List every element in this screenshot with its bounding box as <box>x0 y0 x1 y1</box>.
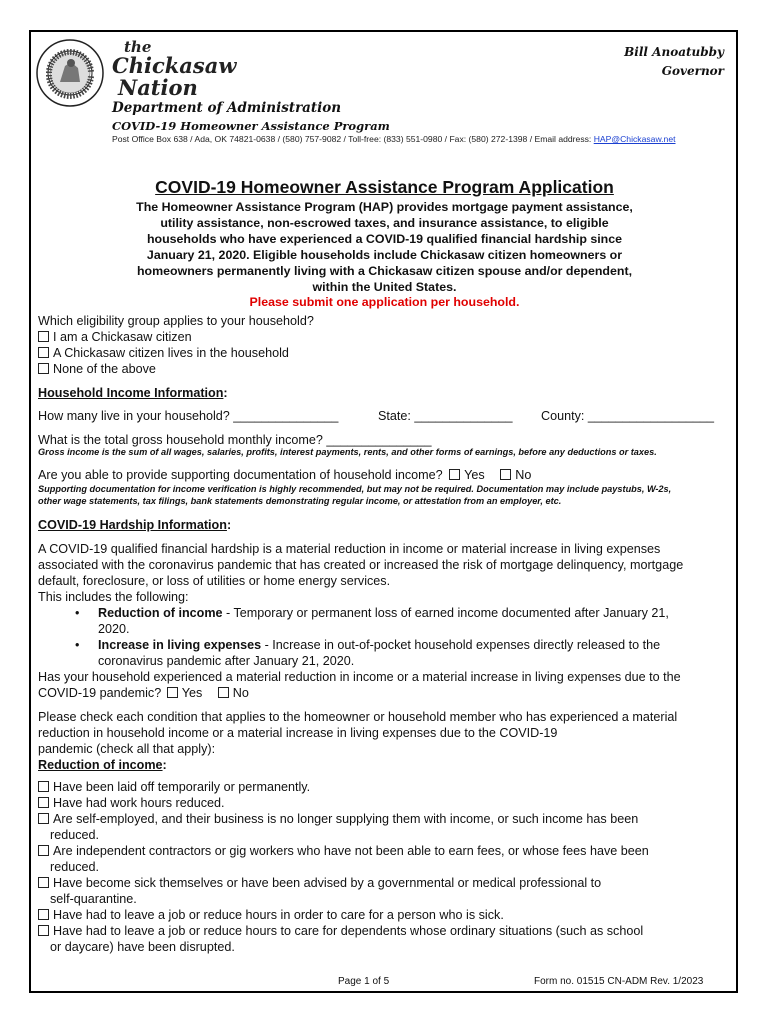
logo-text-nation: Nation <box>118 75 198 100</box>
contact-line <box>112 134 676 144</box>
intro-paragraph <box>100 200 669 311</box>
chickasaw-seal-icon <box>35 38 105 108</box>
governor-name: Bill Anoatubby <box>624 45 724 59</box>
checkbox[interactable] <box>38 925 49 936</box>
checklist-item[interactable]: Have had to leave a job or reduce hours to care for dependents whose ordinary situations (such as school <box>38 923 728 939</box>
household-size-field[interactable]: How many live in your household? _______________ <box>38 409 339 423</box>
intro-line: utility assistance, non-escrowed taxes, and insurance assistance, to eligible <box>160 215 609 230</box>
chickasaw-nation-logo <box>110 38 237 100</box>
checkbox[interactable] <box>38 797 49 808</box>
gross-income-field[interactable]: What is the total gross household monthly income? _______________ <box>38 433 432 447</box>
bullet-increase-expenses: • Increase in living expenses - Increase in out-of-pocket household expenses directly released to the <box>38 637 728 653</box>
contact-text: Post Office Box 638 / Ada, OK 74821-0638 / (580) 757-9082 / Toll-free: (833) 551-0980 / Fax: (580) 272-1398 / Email address: <box>112 134 592 144</box>
hardship-question-answer: COVID-19 pandemic? Yes No <box>38 686 249 700</box>
intro-line: within the United States. <box>312 279 457 294</box>
check-instructions: Please check each condition that applies to the homeowner or household member who has experienced a material reduction in household income or a material increase in living expenses due to the COVID-19 pandemic (check all that apply): Reduction of income: <box>38 709 728 773</box>
page-title: COVID-19 Homeowner Assistance Program Application <box>155 177 614 197</box>
gross-income-note: Gross income is the sum of all wages, salaries, profits, interest payments, rents, and other forms of earnings, before any deductions or taxes. <box>38 447 657 457</box>
doc-yes-label: Yes <box>464 468 485 482</box>
checklist-item[interactable]: Have been laid off temporarily or permanently. <box>38 779 728 795</box>
checkbox[interactable] <box>38 363 49 374</box>
intro-line: homeowners permanently living with a Chickasaw citizen spouse and/or dependent, <box>136 263 633 278</box>
doc-no-checkbox[interactable] <box>500 469 511 480</box>
documentation-question-text: Are you able to provide supporting documentation of household income? <box>38 468 443 482</box>
eligibility-question: Which eligibility group applies to your household? <box>38 314 314 328</box>
checkbox[interactable] <box>38 781 49 792</box>
state-field[interactable]: State: ______________ <box>378 409 513 423</box>
checkbox[interactable] <box>38 347 49 358</box>
page-number: Page 1 of 5 <box>338 976 390 987</box>
department-name: Department of Administration <box>112 100 342 116</box>
bullet-reduction-income: • Reduction of income - Temporary or permanent loss of earned income documented after January 21, <box>38 605 728 621</box>
intro-line: The Homeowner Assistance Program (HAP) provides mortgage payment assistance, <box>136 200 633 214</box>
governor-block <box>624 43 724 81</box>
checkbox[interactable] <box>38 877 49 888</box>
submission-notice: Please submit one application per household. <box>249 295 520 310</box>
hardship-definition: A COVID-19 qualified financial hardship is a material reduction in income or material increase in living expenses associated with the coronavirus pandemic that has created or increased the risk of mortgage delinquency, mortgage default, foreclosure, or loss of utilities or home energy services. This includes the following: • Reduction of income - Temporary or permanent loss of earned income documented after January 21, 2020. • Increase in living expenses - Increase in out-of-pocket household expenses directly released to the coronavirus pandemic after January 21, 2020. Has your household experienced a material reduction in income or a material increase in living expenses due to the COVID-19 pandemic? Yes No <box>38 541 728 701</box>
checkbox[interactable] <box>38 845 49 856</box>
checklist-item[interactable]: Are self-employed, and their business is no longer supplying them with income, or such income has been <box>38 811 728 827</box>
checklist-item[interactable]: Are independent contractors or gig workers who have not been able to earn fees, or whose fees have been <box>38 843 728 859</box>
governor-title: Governor <box>661 64 724 78</box>
checklist-item[interactable]: Have become sick themselves or have been advised by a governmental or medical professional to <box>38 875 728 891</box>
form-number: Form no. 01515 CN-ADM Rev. 1/2023 <box>534 976 704 987</box>
documentation-note: Supporting documentation for income verification is highly recommended, but may not be required. Documentation may include paystubs, W-2s, other wage statements, tax filings, bank statements demonstrating regular income, or attestation from an employer, etc. <box>38 484 672 506</box>
reduction-checklist: Have been laid off temporarily or permanently. Have had work hours reduced. Are self-employed, and their business is no longer supplying them with income, or such income has been reduced. Are independent contractors or gig workers who have not been able to earn fees, or whose fees have been reduced. Have become sick themselves or have been advised by a governmental or medical professional to self-quarantine. Have had to leave a job or reduce hours in order to care for a person who is sick. Have had to leave a job or reduce hours to care for dependents whose ordinary situations (such as school or daycare) have been disrupted. <box>38 779 728 955</box>
documentation-question <box>38 467 728 483</box>
doc-no-label: No <box>515 468 532 482</box>
hardship-no-label: No <box>232 686 249 700</box>
eligibility-option[interactable]: A Chickasaw citizen lives in the household <box>38 345 728 361</box>
checklist-item[interactable]: Have had to leave a job or reduce hours in order to care for a person who is sick. <box>38 907 728 923</box>
hardship-heading: COVID-19 Hardship Information: <box>38 518 232 532</box>
doc-yes-checkbox[interactable] <box>449 469 460 480</box>
hardship-yes-label: Yes <box>181 686 203 700</box>
county-field[interactable]: County: __________________ <box>541 409 714 423</box>
hardship-no-checkbox[interactable] <box>218 687 229 698</box>
hardship-question: Has your household experienced a material reduction in income or a material increase in living expenses due to the <box>38 670 681 684</box>
logo-text-chickasaw: Chickasaw <box>112 53 237 78</box>
eligibility-option[interactable]: I am a Chickasaw citizen <box>38 329 728 345</box>
eligibility-option[interactable]: None of the above <box>38 361 728 377</box>
checkbox[interactable] <box>38 331 49 342</box>
hardship-yes-checkbox[interactable] <box>167 687 178 698</box>
eligibility-section <box>38 313 728 377</box>
checkbox[interactable] <box>38 813 49 824</box>
logo-text-the: the <box>124 38 152 56</box>
hardship-heading-text: COVID-19 Hardship Information <box>38 518 227 532</box>
program-name: COVID-19 Homeowner Assistance Program <box>112 119 390 133</box>
checkbox[interactable] <box>38 909 49 920</box>
income-heading: Household Income Information: <box>38 386 228 400</box>
email-link[interactable]: HAP@Chickasaw.net <box>593 134 676 144</box>
intro-line: January 21, 2020. Eligible households include Chickasaw citizen homeowners or <box>146 247 623 262</box>
checklist-item[interactable]: Have had work hours reduced. <box>38 795 728 811</box>
intro-line: households who have experienced a COVID-19 qualified financial hardship since <box>146 231 623 246</box>
income-heading-text: Household Income Information <box>38 386 224 400</box>
reduction-heading: Reduction of income: <box>38 758 167 772</box>
